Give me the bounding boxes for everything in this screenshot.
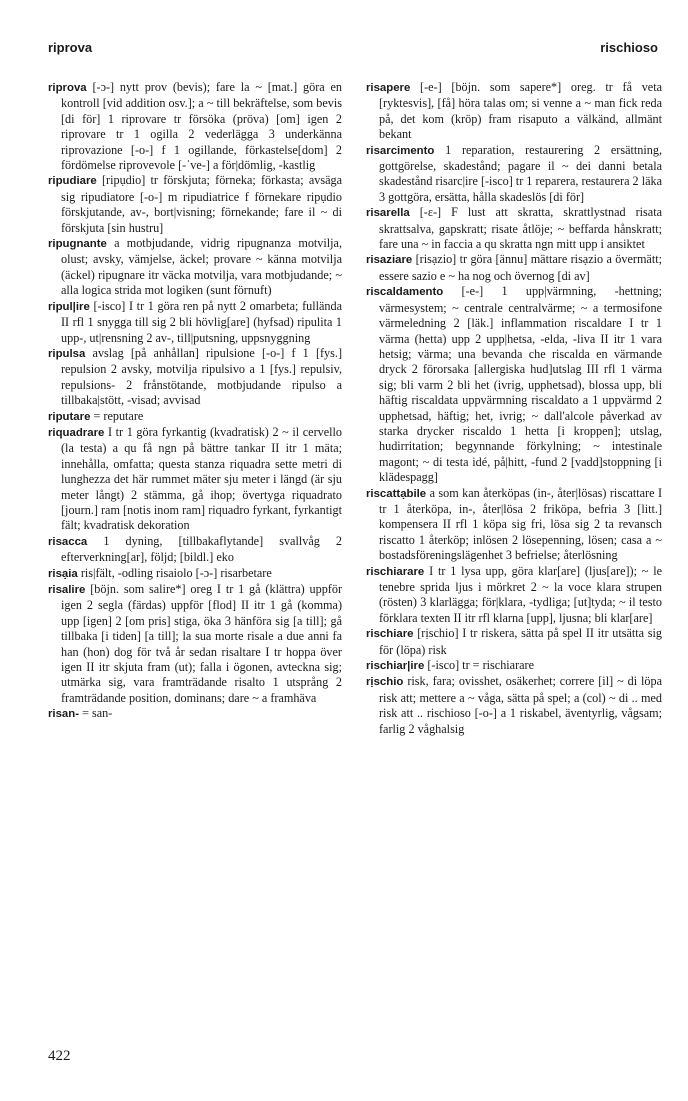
definition: [-ɔ-] nytt prov (bevis); fare la ~ [mat.] göra en kontroll [vid addition osv.]; a ~ till bekräftelse, som bevis [di för] 1 riprovare tr försöka (pröva) [om] igen 2 riprovare tr 1 ogilla 2 vederlägga 3 underkänna riprovazione [-o-] f 1 ogillande, förkastelse[dom] 2 fördömelse riprovevole [-ˈve-] a för|dömlig, -kastlig xyxy=(61,80,342,173)
left-column xyxy=(48,80,342,723)
running-header-left: riprova xyxy=(48,40,93,55)
definition: [-e-] 1 upp|värmning, -hettning; värmesystem; ~ centrale centralvärme; ~ a termosifone värmeledning 2 [läk.] inflammation riscaldare I tr 1 värma (hetta) upp 2 upp|hetsa, -elda, -liva II itr 1 vara hetsig; värma; una bevanda che riscalda en värmande dryck 2 förorsaka [allergiska hud]utslag III rfl 1 värma sig; bli varm 2 bli het (ivrig, upphetsad), blossa upp, bli häftig riscaldata uppvärmning riscaldato a 1 uppvärmd 2 upphetsad, häftig; het, ivrig; ~ dall'alcole påverkad av starka drycker riscaldo 1 hetta [i kroppen]; utslag, hudirritation; begynnande förkylning; ~ intestinale magont; ~ di testa idé, på|hitt, -fund 2 [vadd]stoppning [i klädespagg] xyxy=(379,284,662,485)
headword: riputare xyxy=(48,410,91,423)
dictionary-entry xyxy=(366,80,662,143)
headword: risạia xyxy=(48,567,78,580)
dictionary-entry xyxy=(48,346,342,409)
headword: risalire xyxy=(48,584,86,596)
headword: risaziare xyxy=(366,254,413,267)
headword: risan- xyxy=(48,708,80,721)
right-column xyxy=(366,80,662,737)
headword: risarcimento xyxy=(366,144,435,157)
headword: risarella xyxy=(366,207,410,220)
dictionary-entry xyxy=(48,173,342,236)
dictionary-entry xyxy=(366,143,662,206)
dictionary-entry xyxy=(48,534,342,566)
headword: rischiare xyxy=(366,628,414,641)
dictionary-entry xyxy=(48,566,342,582)
headword: riscattạbile xyxy=(366,487,427,500)
definition: [-ɛ-] F lust att skratta, skrattlystnad risata skrattsalva, gapskratt; risate åtlöje; ~ beffarda hånskratt; fare una ~ in faccia a qu skratta ngn mitt upp i ansiktet xyxy=(379,205,662,252)
definition: [-isco] I tr 1 göra ren på nytt 2 omarbeta; fulländа II rfl 1 snygga till sig 2 bli hövlig[are] (hyfsad) ripulita 1 upp-, ut|rensning 2 av-, till|putsning, uppsnyggning xyxy=(61,298,342,345)
headword: rịschio xyxy=(366,676,404,689)
definition: risk, fara; ovisshet, osäkerhet; correre [il] ~ di löpa risk att; mettere a ~ våga, sätta på spel; a (col) ~ di .. med risk att .. rischioso [-o-] a 1 riskabel, äventyrlig, vågsam; farlig 2 våghalsig xyxy=(379,674,663,736)
headword: riscaldamento xyxy=(366,286,444,299)
definition: 1 dyning, [tillbakaflytande] svallvåg 2 efterverkning[ar], följd; [bildl.] eko xyxy=(61,533,343,565)
dictionary-entry xyxy=(48,582,342,706)
dictionary-entry xyxy=(366,658,662,674)
headword: rischiarare xyxy=(366,565,425,578)
dictionary-entry xyxy=(366,564,662,627)
definition: [risạzio] tr göra [ännu] mättare risạzio a övermätt; essere sazio e ~ ha nog och övernog [di av] xyxy=(379,252,662,283)
definition: 1 reparation, restaurering 2 ersättning, gottgörelse, skadestånd; pagare il ~ dei danni betala skadestånd risarc|ire [-isco] tr 1 reparera, restaurera 2 läka 3 gottgöra, ersätta, hålla skadeslös [di för] xyxy=(379,142,662,204)
definition: [böjn. som salire*] oreg I tr 1 gå (klättra) uppför igen 2 segla (färdas) uppför [flod] II itr 1 gå (komma) upp [igen] 2 [om pris] stiga, öka 3 hänföra sig [a till]; gå tillbaka [i tiden] [a till]; la sua morte risale a due anni fa han (hon) dog för två år sedan risaltare I tr hoppa över igen II itr skjuta fram (ut); falla i ögonen, avteckna sig; utmärka sig, vara framträdande risalto 1 utsprång 2 framträdande position, dominans; dare ~ a framhäva xyxy=(61,582,342,705)
definition: a motbjudande, vidrig ripugnanza motvilja, olust; avsky, vämjelse, äckel; provare ~ känna motvilja (äckel) ripugnare itr väcka motvilja, vara motbjudande; ~ alla logica strida mot logiken (sunt förnuft) xyxy=(61,236,343,298)
definition: a som kan återköpas (in-, åter|lösas) riscattare I tr 1 återköpa, in-, åter|lösa 2 friköpa, befria 3 [litt.] kompensera II rfl 1 köpa sig fri, lösa sig 2 ta revansch riscatto 1 återköp; inlösen 2 lösepenning, lösen; casa a ~ bostadsföreningslägenhet 3 befrielse; återlösning xyxy=(379,485,663,563)
dictionary-entry xyxy=(366,626,662,658)
dictionary-entry xyxy=(366,252,662,284)
dictionary-entry xyxy=(366,674,662,737)
headword: ripudiare xyxy=(48,175,97,188)
dictionary-entry xyxy=(366,284,662,485)
headword: riprova xyxy=(48,82,87,94)
definition: ris|fält, -odling risaiolo [-ɔ-] risarbetare xyxy=(80,565,272,580)
dictionary-entry xyxy=(48,706,342,722)
definition: [ripụdio] tr förskjuta; förneka; förkasta; avsäga sig ripudiatore [-o-] m ripudiatrice f förnekare ripụdio förskjutande, av-, bort|visning; förnekande; fare il ~ di förskjuta [sin hustru] xyxy=(61,173,342,235)
headword: risacca xyxy=(48,535,88,548)
dictionary-entry xyxy=(366,486,662,564)
headword: ripul|ire xyxy=(48,300,90,313)
dictionary-entry xyxy=(48,299,342,346)
definition: [rịschio] I tr riskera, sätta på spel II itr utsätta sig för (löpa) risk xyxy=(379,626,662,657)
headword: ripugnante xyxy=(48,238,107,251)
dictionary-entry xyxy=(48,409,342,425)
headword: ripulsa xyxy=(48,347,86,360)
headword: rischiar|ire xyxy=(366,660,425,673)
dictionary-entry xyxy=(48,236,342,299)
definition: I tr 1 göra fyrkantig (kvadratisk) 2 ~ il cervello (la testa) a qu få ngn på bättre tankar II itr 1 mäta; innehålla, omfatta; questa stanza riquadra sette metri di lunghezza det här rummet mäter sju meter i längd (är sju meter långt) 2 stämma, gå ihop; övertyga riquadrato [journ.] ram [notis inom ram] riquadro fyrkant, fyrkantigt fält; kvadratisk dekoration xyxy=(61,424,342,533)
dictionary-entry xyxy=(366,205,662,252)
headword: riquadrare xyxy=(48,426,105,439)
definition: I tr 1 lysa upp, göra klar[are] (ljus[are]); ~ le tenebre sprida ljus i mörkret 2 ~ la voce klara strupen (rösten) 3 klarlägga; för|klara, -tydliga; [ut]tyda; ~ il testo förklara texten II itr rfl klarna [upp], ljusna; bli klar[are] xyxy=(379,563,662,625)
page-number: 422 xyxy=(48,1048,71,1064)
definition: [-isco] tr = rischiarare xyxy=(427,658,535,673)
definition: = reputare xyxy=(93,408,144,423)
definition: = san- xyxy=(82,706,113,721)
headword: risapere xyxy=(366,82,411,94)
definition: [-e-] [böjn. som sapere*] oreg. tr få veta [ryktesvis], [få] höra talas om; si venne a ~ man fick reda på, det kom (kröp) fram risaputo a välkänd, allmänt bekant xyxy=(379,80,662,142)
definition: avslag [på anhållan] ripulsione [-o-] f 1 [fys.] repulsion 2 avsky, motvilja ripulsivo a 1 [fys.] repulsiv, repulsions- 2 frånstötande, motbjudande ripulso a tillbaka|stött, -visad; avvisad xyxy=(61,345,343,408)
dictionary-entry xyxy=(48,425,342,534)
running-header-right: rischioso xyxy=(600,40,658,55)
dictionary-entry xyxy=(48,80,342,173)
